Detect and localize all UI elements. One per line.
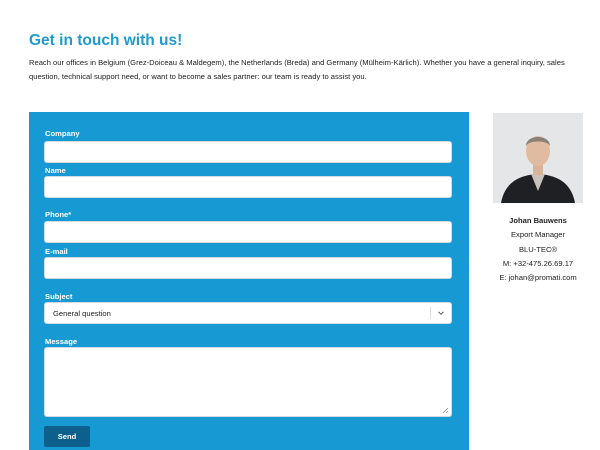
- contact-form: [29, 112, 469, 450]
- message-label: Message: [45, 337, 78, 346]
- resize-grip-icon[interactable]: [441, 406, 449, 414]
- chevron-down-icon: [436, 308, 446, 318]
- company-label: Company: [45, 129, 80, 138]
- page-title: Get in touch with us!: [29, 32, 183, 49]
- contact-email: E: johan@promati.com: [499, 273, 577, 283]
- contact-company: BLU-TEC®: [518, 244, 558, 254]
- name-label: Name: [45, 166, 66, 175]
- subject-select[interactable]: [44, 302, 452, 324]
- email-label: E-mail: [45, 247, 68, 256]
- contact-role: Export Manager: [510, 230, 566, 240]
- name-field[interactable]: [44, 176, 452, 198]
- company-field[interactable]: [44, 141, 452, 163]
- contact-card: [493, 113, 583, 285]
- contact-name: Johan Bauwens: [509, 216, 567, 225]
- select-divider: [430, 307, 431, 319]
- email-field[interactable]: [44, 257, 452, 279]
- phone-field[interactable]: [44, 221, 452, 243]
- subject-label: Subject: [45, 292, 73, 301]
- message-textarea[interactable]: [44, 347, 452, 417]
- phone-label: Phone*: [45, 210, 72, 219]
- intro-text: Reach our offices in Belgium (Grez-Doiceau & Maldegem), the Netherlands (Breda) and Germany (Mülheim-Kärlich). Whether you have a general inquiry, sales question, technical support need, or want to become a sales partner: our team is ready to assist you.: [29, 58, 565, 81]
- send-button[interactable]: Send: [44, 426, 90, 447]
- contact-photo: [493, 113, 583, 203]
- subject-selected-value: General question: [53, 308, 111, 318]
- contact-phone: M: +32-475.26.69.17: [502, 258, 574, 268]
